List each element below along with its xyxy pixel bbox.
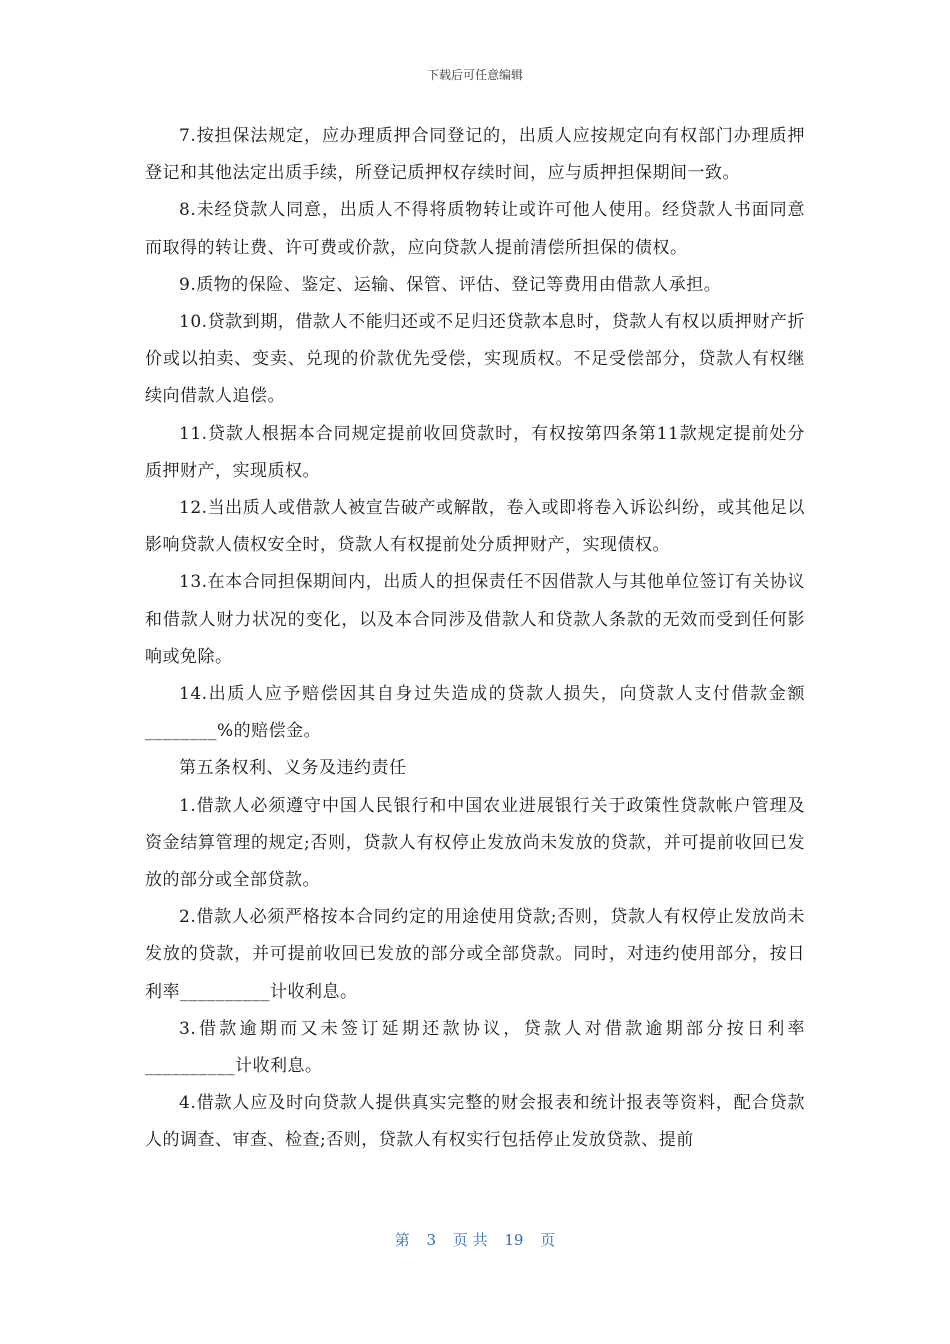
clause-10: 10.贷款到期，借款人不能归还或不足归还贷款本息时，贷款人有权以质押财产折价或以拍卖、变卖、兑现的价款优先受偿，实现质权。不足受偿部分，贷款人有权继续向借款人追偿。: [145, 312, 805, 407]
article-5-item-4: 4.借款人应及时向贷款人提供真实完整的财会报表和统计报表等资料，配合贷款人的调查、审查、检查;否则，贷款人有权实行包括停止发放贷款、提前: [145, 1093, 805, 1151]
clause-13: 13.在本合同担保期间内，出质人的担保责任不因借款人与其他单位签订有关协议和借款人财力状况的变化，以及本合同涉及借款人和贷款人条款的无效而受到任何影响或免除。: [145, 572, 805, 667]
page-footer: [0, 1229, 950, 1250]
clause-9: 9.质物的保险、鉴定、运输、保管、评估、登记等费用由借款人承担。: [179, 274, 722, 295]
article-5-item-2: 2.借款人必须严格按本合同约定的用途使用贷款;否则，贷款人有权停止发放尚未发放的贷款，并可提前收回已发放的部分或全部贷款。同时，对违约使用部分，按日利率__________计收利息。: [145, 907, 805, 1002]
article-5-item-1: 1.借款人必须遵守中国人民银行和中国农业进展银行关于政策性贷款帐户管理及资金结算管理的规定;否则，贷款人有权停止发放尚未发放的贷款，并可提前收回已发放的部分或全部贷款。: [145, 795, 805, 891]
footer-di: 第: [394, 1231, 410, 1249]
footer-ye: 页: [540, 1231, 556, 1249]
page-header-note: 下载后可任意编辑: [426, 68, 523, 82]
article-5-item-3: 3.借款逾期而又未签订延期还款协议，贷款人对借款逾期部分按日利率__________计收利息。: [145, 1018, 805, 1077]
section-heading-article-5: 第五条权利、义务及违约责任: [179, 758, 407, 779]
document-body: [145, 118, 805, 1160]
clause-8: 8.未经贷款人同意，出质人不得将质物转让或许可他人使用。经贷款人书面同意而取得的转让费、许可费或价款，应向贷款人提前清偿所担保的债权。: [145, 200, 805, 258]
clause-14: 14.出质人应予赔偿因其自身过失造成的贷款人损失，向贷款人支付借款金额________%的赔偿金。: [145, 684, 805, 742]
clause-7: 7.按担保法规定，应办理质押合同登记的，出质人应按规定向有权部门办理质押登记和其他法定出质手续，所登记质押权存续时间，应与质押担保期间一致。: [145, 126, 805, 184]
clause-11: 11.贷款人根据本合同规定提前收回贷款时，有权按第四条第11款规定提前处分质押财产，实现质权。: [145, 423, 805, 481]
clause-12: 12.当出质人或借款人被宣告破产或解散，卷入或即将卷入诉讼纠纷，或其他足以影响贷款人债权安全时，贷款人有权提前处分质押财产，实现债权。: [145, 498, 805, 556]
footer-total-pages: 19: [504, 1231, 524, 1249]
footer-ye-gong: 页 共: [452, 1231, 488, 1249]
footer-current-page: 3: [426, 1231, 437, 1249]
